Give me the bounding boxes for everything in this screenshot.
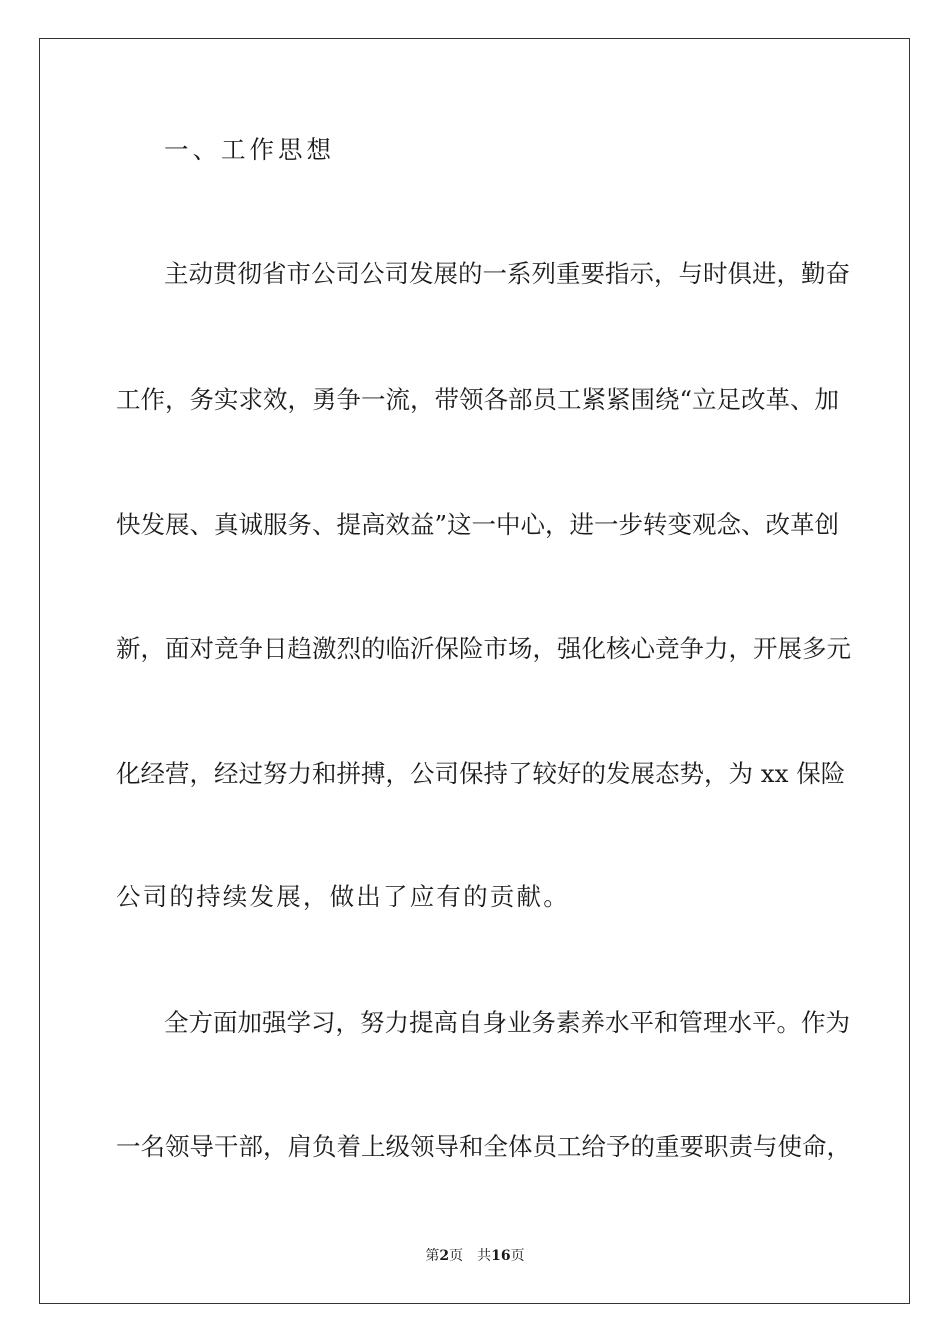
page-current: 2 <box>439 1248 450 1264</box>
paragraph-1-line-6: 公司的持续发展，做出了应有的贡献。 <box>116 882 570 911</box>
page-suffix: 页 <box>449 1248 464 1264</box>
paragraph-1-line-1: 主动贯彻省市公司公司发展的一系列重要指示，与时俱进，勤奋 <box>164 259 850 288</box>
page-border <box>39 38 910 1304</box>
page-footer <box>0 1246 950 1266</box>
page-total: 16 <box>491 1248 511 1264</box>
total-prefix: 共 <box>477 1248 492 1264</box>
paragraph-1-line-3: 快发展、真诚服务、提高效益”这一中心，进一步转变观念、改革创 <box>116 510 840 539</box>
paragraph-2-line-1: 全方面加强学习，努力提高自身业务素养水平和管理水平。作为 <box>164 1008 850 1037</box>
paragraph-2-line-2: 一名领导干部，肩负着上级领导和全体员工给予的重要职责与使命， <box>116 1132 851 1161</box>
paragraph-1-line-5: 化经营，经过努力和拼搏，公司保持了较好的发展态势，为 xx 保险 <box>116 759 846 788</box>
paragraph-1-line-2: 工作，务实求效，勇争一流，带领各部员工紧紧围绕“立足改革、加 <box>116 385 840 414</box>
section-heading: 一、工作思想 <box>164 135 335 164</box>
page-prefix: 第 <box>425 1248 440 1264</box>
paragraph-1-line-4: 新，面对竞争日趋激烈的临沂保险市场，强化核心竞争力，开展多元 <box>116 634 851 663</box>
total-suffix: 页 <box>510 1248 525 1264</box>
